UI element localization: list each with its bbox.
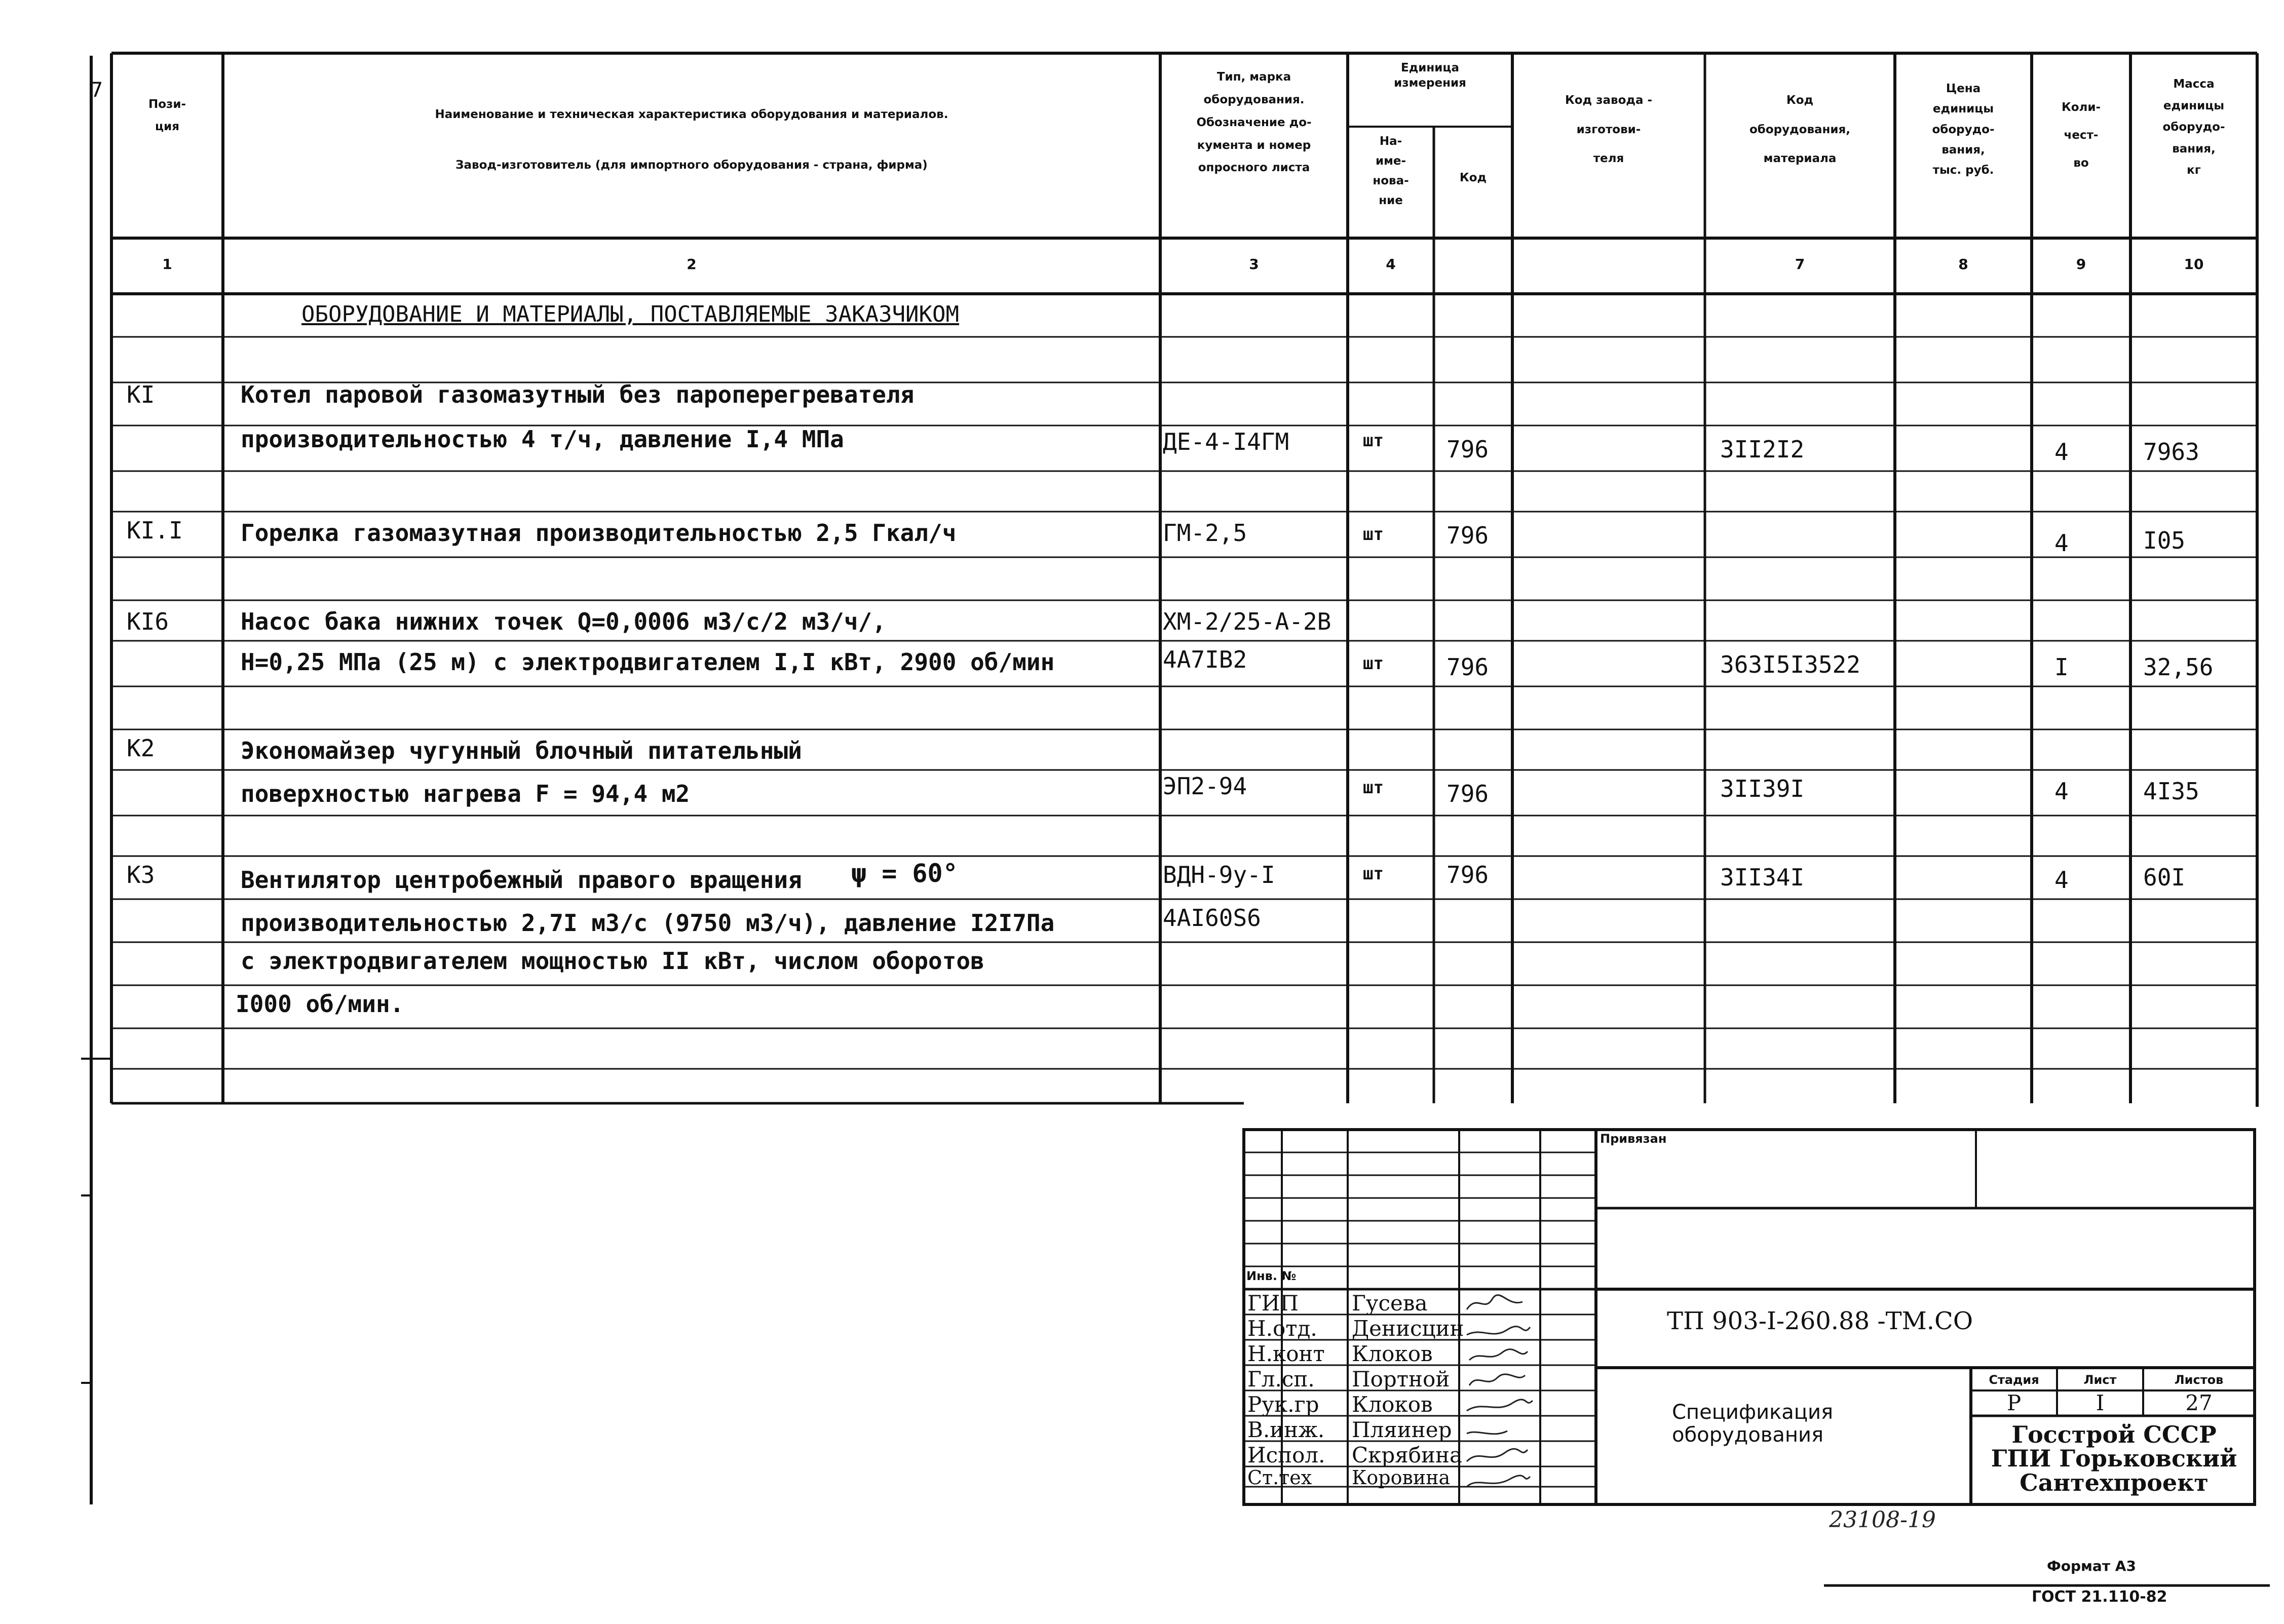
signature-role: ГИП (1247, 1291, 1299, 1316)
item-unit-code: 796 (1446, 861, 1489, 888)
item-name-line: Экономайзер чугунный блочный питательный (241, 737, 802, 764)
signature-role: В.инж. (1247, 1417, 1325, 1442)
item-type: ХМ-2/25-А-2В (1163, 608, 1331, 635)
item-name-line: производительностью 2,7I м3/с (9750 м3/ч), давление I2I7Па (241, 909, 1055, 937)
col-number: 2 (687, 256, 697, 273)
header-equipment-code: Код оборудования, материала (1749, 94, 1851, 165)
signature-name: Пляинер (1352, 1417, 1452, 1442)
col-number: 9 (2076, 256, 2086, 273)
col-number: 8 (1958, 256, 1968, 273)
signature-role: Рук.гр (1247, 1392, 1319, 1417)
item-type: ДЕ-4-I4ГМ (1163, 428, 1289, 455)
sheets-label: Листов (2174, 1373, 2224, 1387)
organization-line1: Госстрой СССР (2011, 1421, 2217, 1448)
item-equipment-code: 363I5I3522 (1720, 651, 1860, 678)
gost-standard: ГОСТ 21.110-82 (2032, 1588, 2167, 1606)
col-number: 4 (1386, 256, 1396, 273)
col-number: 7 (1795, 256, 1805, 273)
signature-name: Скрябина (1352, 1443, 1463, 1467)
sheets-value: 27 (2185, 1390, 2213, 1415)
item-unit: шт (1363, 653, 1384, 674)
item-type: ГМ-2,5 (1163, 519, 1247, 547)
item-mass: 32,56 (2143, 653, 2214, 681)
col-number: 1 (162, 256, 172, 273)
signature-role: Испол. (1247, 1443, 1325, 1467)
item-position: К3 (127, 861, 155, 888)
header-price: Цена единицы оборудо- вания, тыс. руб. (1932, 82, 1995, 177)
privyazan-label: Привязан (1600, 1132, 1667, 1146)
item-mass: 4I35 (2143, 778, 2199, 805)
signature-name: Клоков (1352, 1392, 1433, 1417)
item-unit-code: 796 (1446, 436, 1489, 463)
col-number: 3 (1249, 256, 1259, 273)
signature-role: Н.отд. (1247, 1316, 1317, 1341)
item-name-line: Котел паровой газомазутный без пароперегревателя (241, 381, 915, 408)
header-position: Пози- ция (148, 98, 186, 133)
organization-line2: ГПИ Горьковский (1991, 1445, 2237, 1472)
signature-name: Портной (1352, 1367, 1450, 1391)
sheet-value: I (2096, 1390, 2105, 1415)
item-position: КI6 (127, 608, 169, 635)
item-unit-code: 796 (1446, 522, 1489, 549)
item-name-line: с электродвигателем мощностью II кВт, числом оборотов (241, 947, 984, 975)
header-type: Тип, марка оборудования. Обозначение до- кумента и номер опросного листа (1196, 70, 1312, 175)
item-position: К2 (127, 734, 155, 762)
header-unit-code: Код (1459, 171, 1487, 184)
paper-format: Формат А3 (2047, 1558, 2136, 1574)
item-equipment-code: 3II2I2 (1720, 436, 1805, 463)
item-unit-code: 796 (1446, 653, 1489, 681)
inventory-number-label: Инв. № (1246, 1269, 1297, 1283)
item-quantity: 4 (2054, 438, 2069, 466)
header-unit-name: На- име- нова- ние (1373, 135, 1409, 208)
item-name-line: Насос бака нижних точек Q=0,0006 м3/с/2 м3/ч/, (241, 608, 886, 635)
organization-line3: Сантехпроект (2020, 1469, 2209, 1496)
document-designation: ТП 903-I-260.88 -ТМ.СО (1667, 1307, 1973, 1335)
header-mass: Масса единицы оборудо- вания, кг (2162, 78, 2225, 177)
header-name-line2: Завод-изготовитель (для импортного оборудования - страна, фирма) (455, 159, 928, 172)
item-type: ВДН-9у-I (1163, 861, 1275, 888)
document-title-line2: оборудования (1672, 1423, 1824, 1447)
header-name-line1: Наименование и техническая характеристика оборудования и материалов. (435, 108, 948, 121)
item-unit: шт (1363, 778, 1384, 798)
header-plant-code: Код завода - изготови- теля (1565, 94, 1653, 165)
item-position: КI (127, 381, 155, 408)
header-unit: Единица измерения (1394, 61, 1466, 90)
signature-role: Ст.тех (1247, 1466, 1312, 1489)
signature-role: Гл.сп. (1247, 1367, 1315, 1391)
signature-name: Клоков (1352, 1341, 1433, 1366)
item-name-symbol: ψ = 60° (851, 859, 958, 888)
signature-name: Денисцин (1352, 1316, 1464, 1341)
header-quantity: Коли- чест- во (2061, 101, 2101, 170)
document-title-line1: Спецификация (1672, 1401, 1834, 1424)
item-quantity: I (2054, 653, 2069, 681)
item-quantity: 4 (2054, 778, 2069, 805)
item-position: КI.I (127, 517, 183, 544)
item-name-line: поверхностью нагрева F = 94,4 м2 (241, 780, 690, 807)
item-type: ЭП2-94 (1163, 772, 1247, 800)
handwritten-signatures (1462, 1292, 1538, 1504)
stage-value: Р (2006, 1390, 2022, 1415)
item-quantity: 4 (2054, 529, 2069, 557)
item-mass: 7963 (2143, 438, 2199, 466)
item-unit-code: 796 (1446, 780, 1489, 807)
item-name-line: Горелка газомазутная производительностью 2,5 Гкал/ч (241, 519, 957, 547)
section-title: ОБОРУДОВАНИЕ И МАТЕРИАЛЫ, ПОСТАВЛЯЕМЫЕ ЗАКАЗЧИКОМ (301, 301, 960, 327)
item-name-line: I000 об/мин. (236, 990, 404, 1018)
item-equipment-code: 3II34I (1720, 864, 1805, 891)
item-name-line: Вентилятор центробежный правого вращения (241, 866, 802, 894)
item-mass: I05 (2143, 527, 2186, 554)
col-number: 10 (2184, 256, 2204, 273)
item-name-line: H=0,25 МПа (25 м) с электродвигателем I,I кВт, 2900 об/мин (241, 648, 1055, 676)
item-unit: шт (1363, 864, 1384, 884)
sheet-label: Лист (2083, 1373, 2117, 1387)
item-type: 4А7IВ2 (1163, 646, 1247, 673)
item-name-line: производительностью 4 т/ч, давление I,4 МПа (241, 426, 844, 453)
signature-name: Коровина (1352, 1466, 1451, 1489)
item-type: 4АI60S6 (1163, 904, 1261, 932)
signature-name: Гусева (1352, 1291, 1428, 1316)
archive-number: 23108-19 (1829, 1507, 1936, 1533)
item-mass: 60I (2143, 864, 2186, 891)
item-equipment-code: 3II39I (1720, 775, 1805, 802)
item-unit: шт (1363, 524, 1384, 545)
stage-label: Стадия (1989, 1373, 2039, 1387)
signature-role: Н.конт (1247, 1341, 1325, 1366)
item-quantity: 4 (2054, 866, 2069, 894)
page-corner-number: 7 (90, 79, 103, 102)
item-unit: шт (1363, 431, 1384, 451)
